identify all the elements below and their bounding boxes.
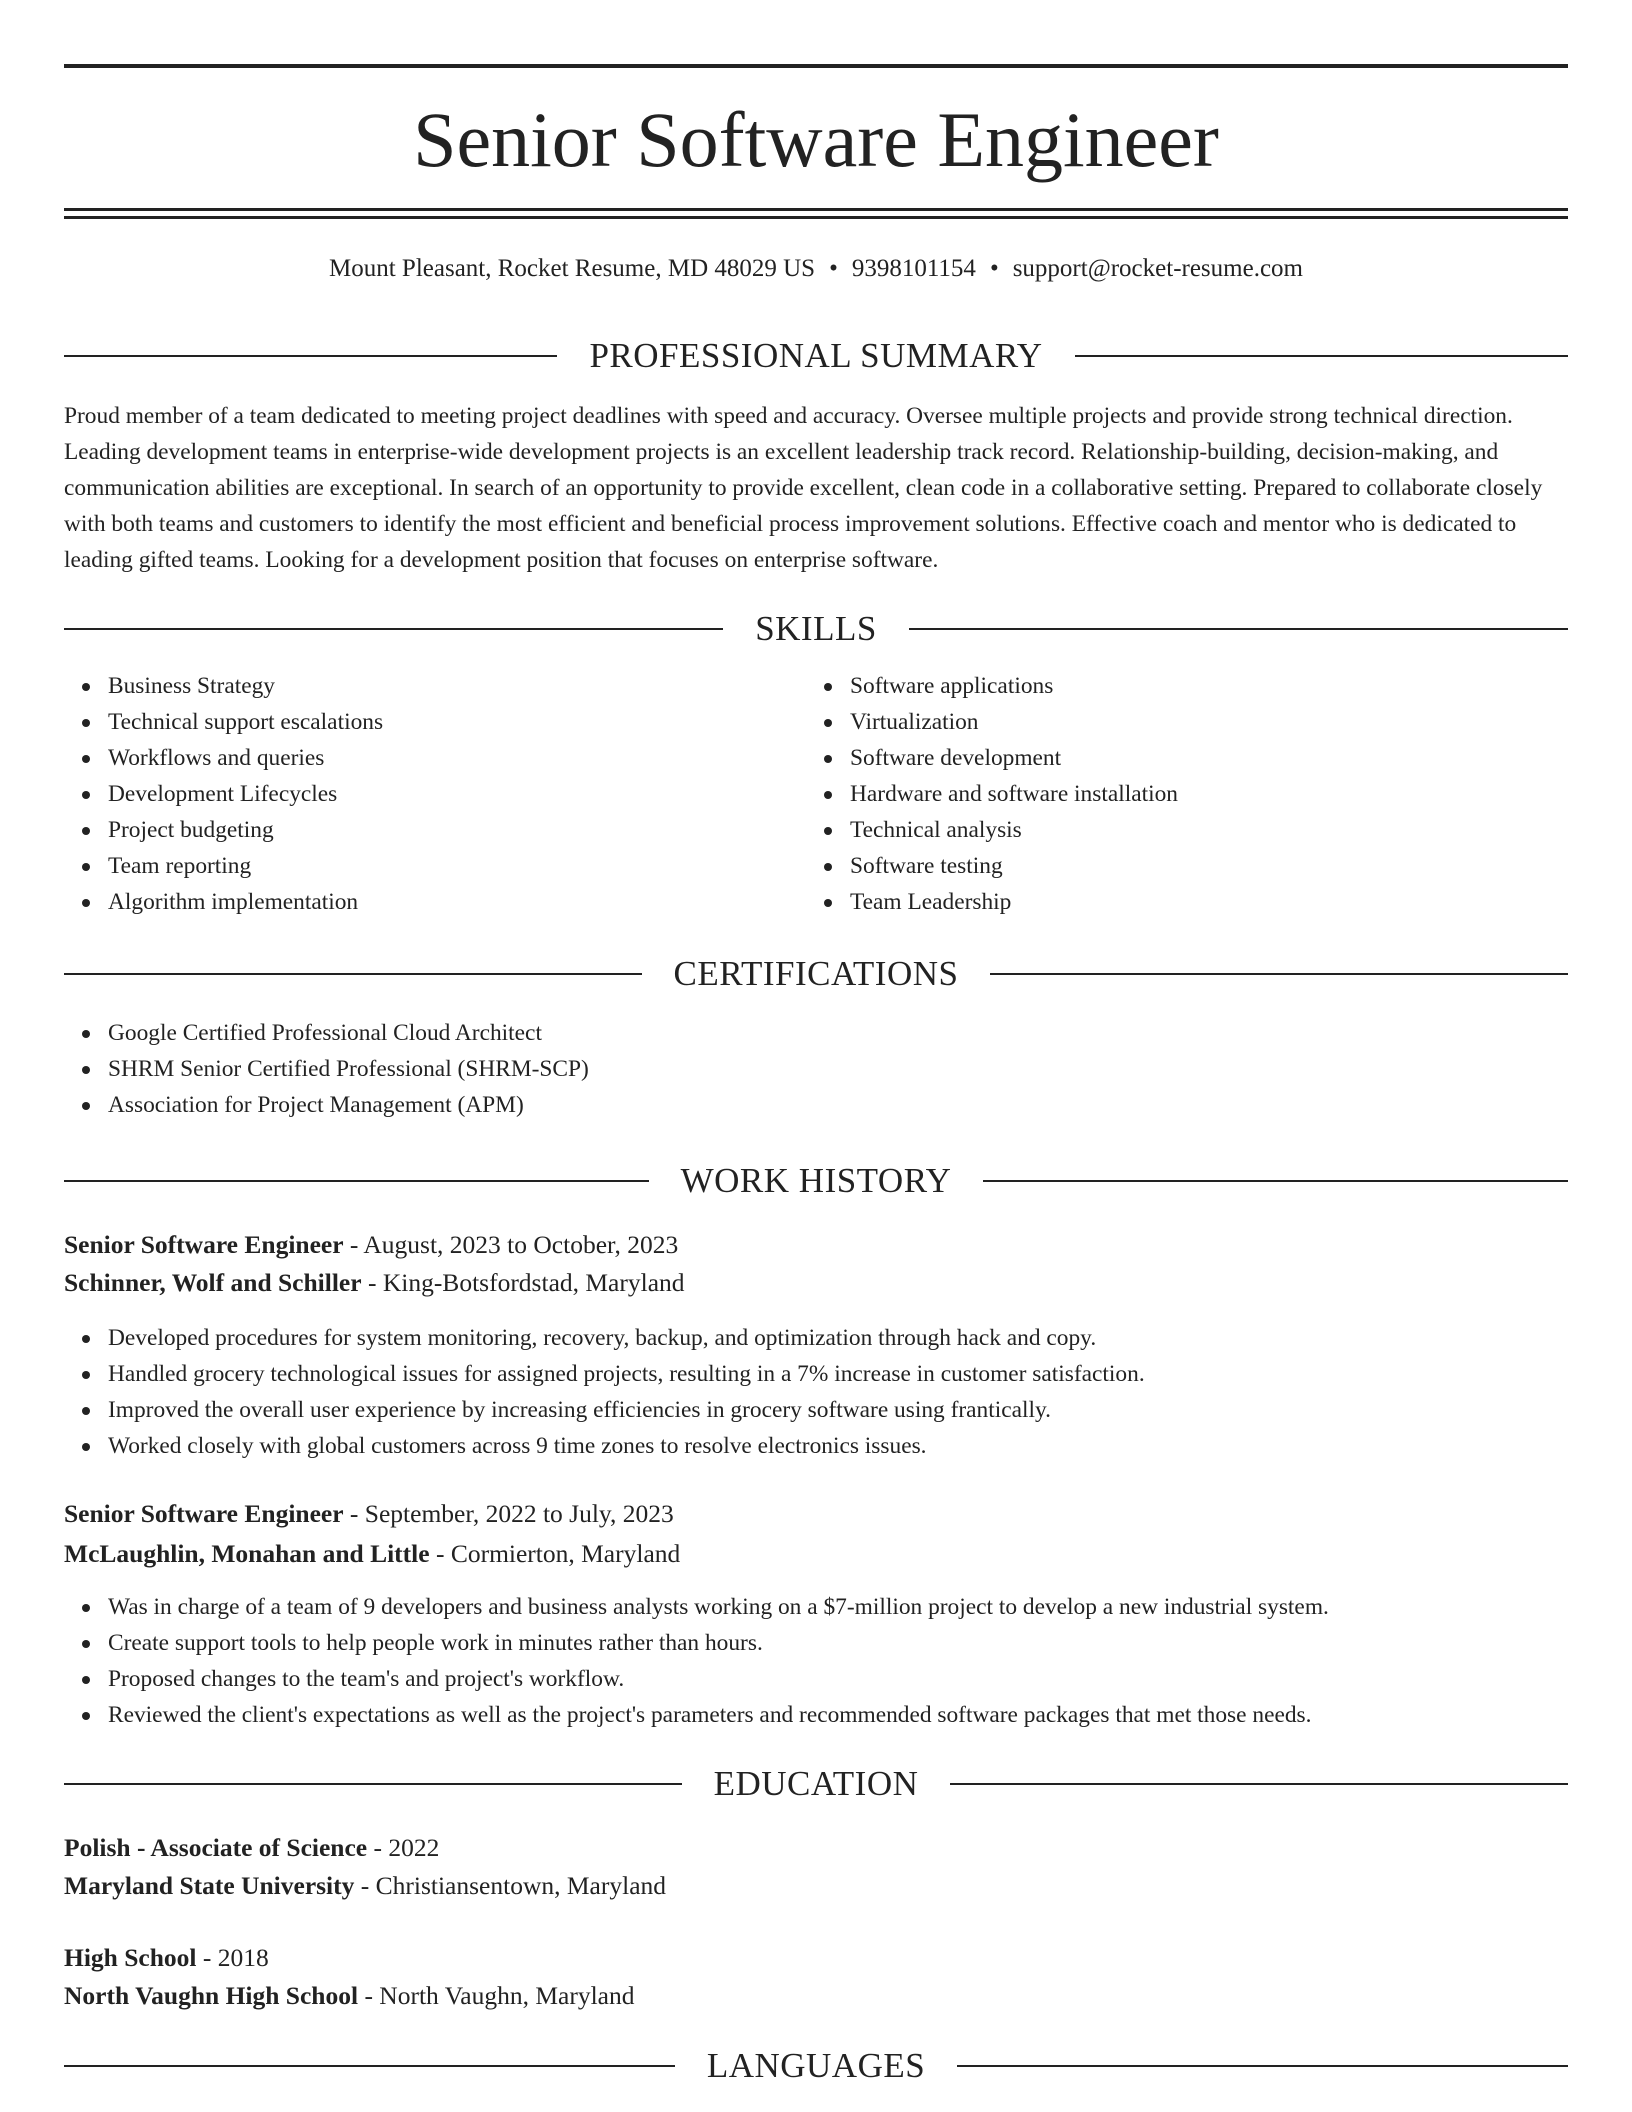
section-title: LANGUAGES — [706, 2046, 926, 2085]
skill-item: Technical analysis — [850, 812, 1550, 848]
section-rule — [1075, 355, 1568, 357]
section-header-summary — [64, 334, 1568, 378]
contact-separator: • — [829, 255, 838, 282]
education-degree-line — [64, 1939, 1568, 1977]
certification-item: Google Certified Professional Cloud Architect — [108, 1015, 1508, 1051]
skill-item: Virtualization — [850, 704, 1550, 740]
job-title: Senior Software Engineer — [64, 1230, 344, 1259]
skills-list-left — [64, 668, 808, 920]
resume-title: Senior Software Engineer — [413, 96, 1219, 183]
section-header-certifications — [64, 952, 1568, 996]
skill-item: Workflows and queries — [108, 740, 808, 776]
skill-item: Business Strategy — [108, 668, 808, 704]
section-rule — [957, 2065, 1568, 2067]
job-bullet: Was in charge of a team of 9 developers and business analysts working on a $7-million project to develop a new industrial system. — [108, 1589, 1608, 1625]
section-rule — [64, 2065, 675, 2067]
skill-item: Project budgeting — [108, 812, 808, 848]
job-bullets — [64, 1589, 1608, 1733]
top-rule — [64, 64, 1568, 68]
skill-item: Team reporting — [108, 848, 808, 884]
section-header-skills — [64, 607, 1568, 651]
section-title: SKILLS — [755, 609, 877, 648]
education-school: Maryland State University — [64, 1871, 355, 1900]
certification-item: SHRM Senior Certified Professional (SHRM-SCP) — [108, 1051, 1508, 1087]
section-rule — [64, 1783, 682, 1785]
job-company-line — [64, 1264, 1568, 1302]
contact-phone: 9398101154 — [851, 255, 976, 282]
skill-item: Development Lifecycles — [108, 776, 808, 812]
section-header-education — [64, 1762, 1568, 1806]
title-rule-upper — [64, 208, 1568, 211]
education-year: - 2022 — [367, 1833, 440, 1862]
section-rule — [64, 355, 557, 357]
contact-address: Mount Pleasant, Rocket Resume, MD 48029 US — [329, 255, 816, 282]
job-location: - Cormierton, Maryland — [429, 1539, 681, 1568]
certification-item: Association for Project Management (APM) — [108, 1087, 1508, 1123]
section-title: PROFESSIONAL SUMMARY — [589, 336, 1043, 375]
job-bullet: Improved the overall user experience by increasing efficiencies in grocery software using frantically. — [108, 1392, 1608, 1428]
section-title: WORK HISTORY — [680, 1161, 952, 1200]
job-bullet: Create support tools to help people work in minutes rather than hours. — [108, 1625, 1608, 1661]
job-title-line — [64, 1226, 1568, 1264]
section-rule — [64, 973, 642, 975]
section-rule — [64, 628, 723, 630]
job-bullet: Developed procedures for system monitoring, recovery, backup, and optimization through hack and copy. — [108, 1320, 1608, 1356]
section-title: EDUCATION — [713, 1764, 919, 1803]
contact-email: support@rocket-resume.com — [1012, 255, 1303, 282]
skill-item: Software applications — [850, 668, 1550, 704]
section-rule — [983, 1180, 1568, 1182]
education-school: North Vaughn High School — [64, 1981, 359, 2010]
job-company: Schinner, Wolf and Schiller — [64, 1268, 362, 1297]
job-dates: - August, 2023 to October, 2023 — [343, 1230, 679, 1259]
title-rule-lower — [64, 216, 1568, 219]
section-title: CERTIFICATIONS — [673, 954, 959, 993]
skill-item: Team Leadership — [850, 884, 1550, 920]
contact-separator: • — [989, 255, 999, 282]
job-bullet: Proposed changes to the team's and project's workflow. — [108, 1661, 1608, 1697]
job-title-line — [64, 1495, 1568, 1533]
skill-item: Algorithm implementation — [108, 884, 808, 920]
skill-item: Hardware and software installation — [850, 776, 1550, 812]
certifications-list — [64, 1015, 1508, 1123]
job-bullet: Handled grocery technological issues for assigned projects, resulting in a 7% increase in customer satisfaction. — [108, 1356, 1608, 1392]
section-header-languages — [64, 2044, 1568, 2088]
education-location: - Christiansentown, Maryland — [354, 1871, 667, 1900]
summary-text: Proud member of a team dedicated to meeting project deadlines with speed and accuracy. Oversee multiple projects and provide strong technical direction. Leading development teams in enterprise-wide development projects is an excellent leadership track record. Relationship-building, decision-making, and communication abilities are exceptional. In search of an opportunity to provide excellent, clean code in a collaborative setting. Prepared to collaborate closely with both teams and customers to identify the most efficient and beneficial process improvement solutions. Effective coach and mentor who is dedicated to leading gifted teams. Looking for a development position that focuses on enterprise software. — [64, 403, 1543, 573]
section-rule — [909, 628, 1568, 630]
education-location: - North Vaughn, Maryland — [358, 1981, 635, 2010]
education-degree-line — [64, 1829, 1568, 1867]
job-title: Senior Software Engineer — [64, 1499, 344, 1528]
education-degree: Polish - Associate of Science — [64, 1833, 368, 1862]
skills-list-right — [806, 668, 1550, 920]
job-company-line — [64, 1535, 1568, 1573]
section-rule — [950, 1783, 1568, 1785]
section-rule — [64, 1180, 649, 1182]
education-year: - 2018 — [196, 1943, 269, 1972]
job-bullet: Reviewed the client's expectations as well as the project's parameters and recommended software packages that met those needs. — [108, 1697, 1608, 1733]
skill-item: Software development — [850, 740, 1550, 776]
education-school-line — [64, 1977, 1568, 2015]
job-bullet: Worked closely with global customers across 9 time zones to resolve electronics issues. — [108, 1428, 1608, 1464]
education-degree: High School — [64, 1943, 197, 1972]
job-location: - King-Botsfordstad, Maryland — [361, 1268, 685, 1297]
contact-line — [64, 253, 1568, 285]
skill-item: Software testing — [850, 848, 1550, 884]
section-header-work-history — [64, 1159, 1568, 1203]
job-dates: - September, 2022 to July, 2023 — [343, 1499, 674, 1528]
job-company: McLaughlin, Monahan and Little — [64, 1539, 430, 1568]
education-school-line — [64, 1867, 1568, 1905]
skill-item: Technical support escalations — [108, 704, 808, 740]
job-bullets — [64, 1320, 1608, 1464]
section-rule — [990, 973, 1568, 975]
